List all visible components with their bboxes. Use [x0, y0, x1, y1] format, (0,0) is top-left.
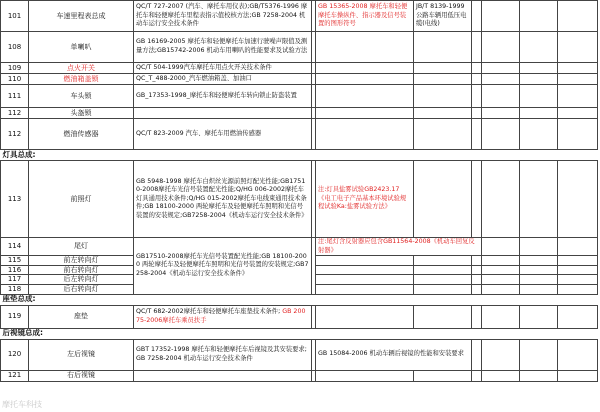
standard-text: QC/T 727-2007 (汽车、摩托车用仪表);GB/T5376-1996 摩托车和轻便摩托车里程表指示值校核方法;GB 7258-2004 机动车运行安全技术条件 [134, 1, 312, 32]
part-name: 单喇叭 [29, 32, 134, 63]
row-number: 108 [1, 32, 29, 63]
row-number: 121 [1, 370, 29, 381]
row-number: 114 [1, 238, 29, 256]
table-row [1, 108, 598, 119]
standard-text [134, 305, 312, 328]
table-row [1, 305, 598, 328]
standard-text: GB 5948-1998 摩托车白炽丝光源前照灯配光性能;GB17510-2008摩托车光信号装置配光性能;Q/HG 006-2002摩托车灯具通用技术条件;Q/HG 015-2002摩托车电线束通用技术条件;GB 18100-2000 两轮摩托车及轻便摩托车照明和光信号装置的安装规定;GB7258-2004《机动车运行安全技术条件》 [134, 161, 312, 238]
row-number: 109 [1, 63, 29, 74]
row-number: 113 [1, 161, 29, 238]
table-row [1, 238, 598, 256]
section-row [1, 150, 598, 161]
part-name: 尾灯 [29, 238, 134, 256]
red-note: 注:尾灯含反射器应包含GB11564-2008《机动车回复反射器》 [316, 238, 482, 256]
row-number: 112 [1, 119, 29, 150]
watermark: 摩托车科技 [2, 400, 42, 409]
red-note: 注:灯具盐雾试验GB2423.17《电工电子产品基本环境试验规程试验Ka:盐雾试验方法》 [316, 161, 414, 238]
part-name: 燃油箱盖锁 [29, 74, 134, 85]
row-number: 115 [1, 256, 29, 266]
part-name: 头盔锁 [29, 108, 134, 119]
table-row [1, 119, 598, 150]
part-name: 车头锁 [29, 85, 134, 108]
table-row [1, 85, 598, 108]
row-number: 101 [1, 1, 29, 32]
table-row [1, 32, 598, 63]
section-title-lights: 灯具总成: [1, 150, 598, 161]
part-name: 左后视镜 [29, 339, 134, 370]
part-name: 前照灯 [29, 161, 134, 238]
table-row [1, 339, 598, 370]
part-name: 前右转向灯 [29, 265, 134, 275]
table-row [1, 74, 598, 85]
part-name: 座垫 [29, 305, 134, 328]
armrest-standard: GB 20075-2006摩托车乘员扶手 [136, 307, 306, 324]
table-row [1, 63, 598, 74]
standard-text: GBT 17352-1998 摩托车和轻便摩托车后视镜及其安装要求;GB 7258-2004 机动车运行安全技术条件 [134, 339, 312, 370]
standard-text: GB17510-2008摩托车光信号装置配光性能;GB 18100-2000 两轮摩托车及轻便摩托车照明和光信号装置的安装规定;GB7258-2004《机动车运行安全技术条件》 [134, 238, 312, 295]
standard-text: QC/T 504-1999汽车摩托车用点火开关技术条件 [134, 63, 312, 74]
row-number: 111 [1, 85, 29, 108]
standard-text: GB 16169-2005 摩托车和轻便摩托车加速行驶噪声限值及测量方法;GB15742-2006 机动车用喇叭的性能要求及试验方法 [134, 32, 312, 63]
row-number: 110 [1, 74, 29, 85]
row-number: 119 [1, 305, 29, 328]
section-row [1, 294, 598, 305]
table-row [1, 370, 598, 381]
part-name: 后左转向灯 [29, 275, 134, 285]
row-number: 120 [1, 339, 29, 370]
standard-text: QC/T 823-2009 汽车、摩托车用燃油传感器 [134, 119, 312, 150]
table-row [1, 161, 598, 238]
section-title-seat: 座垫总成: [1, 294, 598, 305]
seat-standard: QC/T 682-2002摩托车和轻便摩托车座垫技术条件; [136, 307, 281, 315]
row-number: 117 [1, 275, 29, 285]
row-number: 112 [1, 108, 29, 119]
table-row [1, 1, 598, 32]
red-note: GB 15365-2008 摩托车和轻便摩托车操纵件、指示器及信号装置的图形符号 [316, 1, 414, 32]
standard-text: QC_T_488-2000_汽车燃油箱盖、加油口 [134, 74, 312, 85]
other-standard: GB 15084-2006 机动车辆后视镜的性能和安装要求 [316, 339, 472, 370]
part-name: 后右转向灯 [29, 284, 134, 294]
row-number: 116 [1, 265, 29, 275]
part-name: 前左转向灯 [29, 256, 134, 266]
part-name: 车速里程表总成 [29, 1, 134, 32]
other-standard: JB/T 8139-1999 公路车辆用低压电缆(电线) [414, 1, 472, 32]
section-row [1, 328, 598, 339]
standard-text: GB_17353-1998_摩托车和轻便摩托车转向锁止防盗装置 [134, 85, 312, 108]
part-name: 燃油传感器 [29, 119, 134, 150]
part-name: 点火开关 [29, 63, 134, 74]
section-title-mirror: 后视镜总成: [1, 328, 598, 339]
row-number: 118 [1, 284, 29, 294]
part-name: 右后视镜 [29, 370, 134, 381]
